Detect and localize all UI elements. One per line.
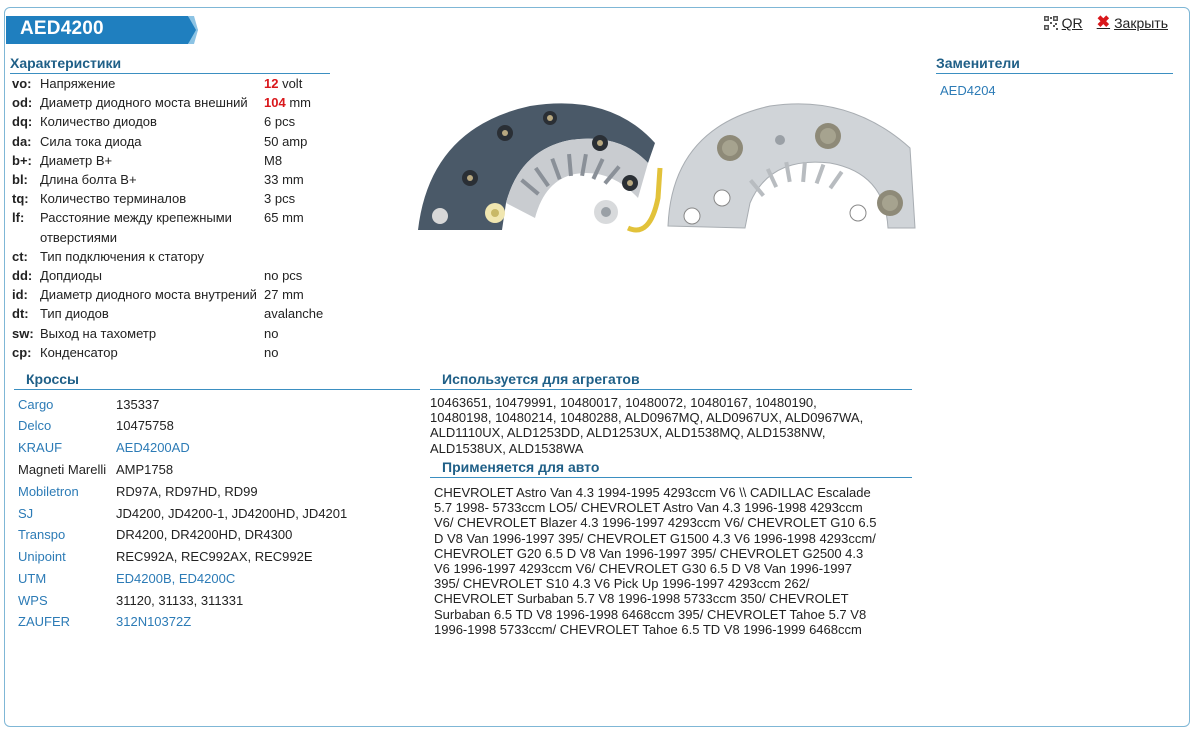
cross-value: JD4200, JD4200-1, JD4200HD, JD4201 [116, 506, 348, 521]
spec-name: Напряжение [40, 76, 116, 91]
spec-name: Выход на тахометр [40, 326, 157, 341]
spec-row-capacitor [12, 345, 278, 364]
spec-value-unit: volt [278, 76, 303, 91]
vehicles-list [434, 485, 876, 637]
used-in-line: ALD1538UX, ALD1538WA [430, 440, 584, 456]
spec-value: no pcs [264, 268, 303, 283]
spec-row-bolt-length [12, 172, 304, 191]
spec-name: Количество терминалов [40, 191, 187, 206]
spec-name: Допдиоды [40, 268, 102, 283]
spec-row-mount-distance [12, 210, 304, 229]
cross-value: 10475758 [116, 418, 174, 433]
spec-code: b+: [12, 153, 32, 168]
cross-brand-link[interactable]: SJ [18, 506, 34, 521]
cross-brand-link[interactable]: WPS [18, 593, 48, 608]
crosses-heading: Кроссы [14, 371, 420, 390]
cross-brand-link[interactable]: KRAUF [18, 440, 63, 455]
spec-row-inner-diameter [12, 287, 304, 306]
spec-value: M8 [264, 153, 283, 168]
rectifier-front-view [418, 103, 660, 230]
cross-row [18, 571, 235, 591]
spec-code-empty [12, 230, 40, 249]
vehicles-heading: Применяется для авто [430, 459, 912, 478]
vehicle-line: Surbaban 6.5 TD V8 1996-1998 6468ccm 395/ CHEVROLET Tahoe 5.7 V8 [434, 606, 867, 622]
vehicle-line: V6/ CHEVROLET Blazer 4.3 1996-1997 4293ccm V6/ CHEVROLET G10 6.5 [434, 515, 877, 531]
cross-value: REC992A, REC992AX, REC992E [116, 549, 313, 564]
spec-name: Количество диодов [40, 114, 157, 129]
spec-code: vo: [12, 76, 32, 91]
spec-value: 3 pcs [264, 191, 296, 206]
spec-row-extra-diodes [12, 268, 302, 287]
cross-brand-link[interactable]: Transpo [18, 527, 66, 542]
spec-value: 6 pcs [264, 114, 296, 129]
product-title-tab [6, 14, 196, 44]
cross-brand: Magneti Marelli [18, 462, 107, 477]
cross-brand-link[interactable]: Delco [18, 418, 52, 433]
spec-name: Тип диодов [40, 306, 109, 321]
spec-name: Сила тока диода [40, 134, 142, 149]
spec-name: Диаметр B+ [40, 153, 113, 168]
specs-heading: Характеристики [10, 55, 330, 74]
cross-brand-link[interactable]: Cargo [18, 397, 54, 412]
cross-row [18, 418, 174, 438]
spec-name: Расстояние между крепежными [40, 210, 232, 225]
spec-code: tq: [12, 191, 29, 206]
spec-value: no [264, 345, 279, 360]
used-in-line: 10463651, 10479991, 10480017, 10480072, 10480167, 10480190, [430, 395, 817, 410]
spec-code: od: [12, 95, 33, 110]
spec-name: отверстиями [40, 230, 118, 245]
spec-row-diode-count [12, 114, 295, 133]
spec-code: id: [12, 287, 28, 302]
spec-name: Конденсатор [40, 345, 118, 360]
cross-value-link[interactable]: AED4200AD [116, 440, 190, 455]
spec-code: ct: [12, 249, 28, 264]
spec-name: Длина болта B+ [40, 172, 137, 187]
used-in-line: ALD1110UX, ALD1253DD, ALD1253UX, ALD1538MQ, ALD1538NW, [430, 425, 826, 441]
cross-row [18, 506, 347, 526]
cross-brand-link[interactable]: UTM [18, 571, 47, 586]
close-icon: ✖ [1096, 14, 1111, 31]
spec-name: Тип подключения к статору [40, 249, 205, 264]
product-image [410, 88, 920, 248]
spec-code: da: [12, 134, 32, 149]
cross-value: 135337 [116, 397, 160, 412]
spec-row-outer-diameter [12, 95, 311, 114]
spec-value [264, 95, 311, 114]
qr-link[interactable] [1044, 15, 1083, 31]
cross-value: RD97A, RD97HD, RD99 [116, 484, 258, 499]
cross-row [18, 527, 292, 547]
cross-brand-link[interactable]: ZAUFER [18, 614, 70, 629]
product-title: AED4200 [20, 18, 104, 39]
spec-row-b-diameter [12, 153, 282, 172]
top-actions [1044, 15, 1168, 31]
spec-row-diode-type [12, 306, 323, 325]
vehicle-line: 1996-1998 5733ccm/ CHEVROLET Tahoe 6.5 TD V8 1996-1999 6468ccm [434, 621, 862, 637]
spec-row-mount-distance-cont [12, 230, 264, 249]
spec-row-stator-connection [12, 249, 264, 268]
vehicle-line: V6 1996-1997 4293ccm V6/ CHEVROLET G30 6.5 D V8 Van 1996-1997 [434, 561, 852, 577]
spec-code: dd: [12, 268, 33, 283]
spec-code: bl: [12, 172, 28, 187]
vehicle-line: D V8 Van 1996-1997 395/ CHEVROLET G1500 4.3 V6 1996-1998 4293ccm/ [434, 530, 876, 546]
cross-row [18, 484, 258, 504]
spec-code: cp: [12, 345, 32, 360]
cross-value-link[interactable]: ED4200B, ED4200C [116, 571, 236, 586]
used-in-list [430, 395, 863, 456]
qr-icon [1044, 16, 1058, 30]
spec-code: lf: [12, 210, 25, 225]
spec-value-strong: 104 [264, 95, 286, 110]
cross-value: AMP1758 [116, 462, 174, 477]
vehicle-line: CHEVROLET G20 6.5 D V8 Van 1996-1997 395/ CHEVROLET G2500 4.3 [434, 545, 864, 561]
spec-row-diode-current [12, 134, 307, 153]
spec-value-strong: 12 [264, 76, 279, 91]
cross-value-link[interactable]: 312N10372Z [116, 614, 192, 629]
vehicle-line: 5.7 1998- 5733ccm LO5/ CHEVROLET Astro Van 4.3 1996-1998 4293ccm [434, 500, 863, 516]
cross-row [18, 462, 173, 482]
spec-value-unit: mm [285, 95, 311, 110]
spec-value: 50 amp [264, 134, 308, 149]
spec-code: sw: [12, 326, 34, 341]
rectifier-back-view [668, 104, 915, 228]
spec-value: 27 mm [264, 287, 304, 302]
spec-value: 33 mm [264, 172, 304, 187]
spec-row-tacho-output [12, 326, 278, 345]
spec-name: Диаметр диодного моста внешний [40, 95, 248, 110]
close-label: Закрыть [1114, 15, 1168, 31]
cross-row [18, 549, 313, 569]
replacement-link-aed4204[interactable]: AED4204 [940, 83, 996, 98]
spec-value: avalanche [264, 306, 324, 321]
cross-row [18, 397, 159, 417]
vehicle-line: CHEVROLET Astro Van 4.3 1994-1995 4293ccm V6 \\ CADILLAC Escalade [434, 485, 871, 500]
spec-value: 65 mm [264, 210, 304, 225]
spec-code: dq: [12, 114, 33, 129]
cross-row [18, 593, 243, 613]
spec-value [264, 76, 302, 95]
vehicle-line: CHEVROLET Surbaban 5.7 V8 1996-1998 5733ccm 350/ CHEVROLET [434, 591, 849, 607]
cross-value: DR4200, DR4200HD, DR4300 [116, 527, 293, 542]
used-in-heading: Используется для агрегатов [430, 371, 912, 390]
spec-code: dt: [12, 306, 29, 321]
vehicle-line: 395/ CHEVROLET S10 4.3 V6 Pick Up 1996-1997 4293ccm 262/ [434, 576, 810, 592]
cross-value: 31120, 31133, 311331 [116, 593, 244, 608]
spec-row-terminal-count [12, 191, 295, 210]
used-in-line: 10480198, 10480214, 10480288, ALD0967MQ, ALD0967UX, ALD0967WA, [430, 410, 864, 426]
cross-brand-link[interactable]: Unipoint [18, 549, 66, 564]
spec-row-voltage [12, 76, 302, 95]
spec-value: no [264, 326, 279, 341]
cross-brand-link[interactable]: Mobiletron [18, 484, 79, 499]
close-link[interactable] [1097, 15, 1168, 31]
qr-label: QR [1061, 15, 1083, 31]
cross-row [18, 440, 190, 460]
replacements-heading: Заменители [936, 55, 1173, 74]
cross-row [18, 614, 191, 634]
spec-name: Диаметр диодного моста внутрений [40, 287, 257, 302]
